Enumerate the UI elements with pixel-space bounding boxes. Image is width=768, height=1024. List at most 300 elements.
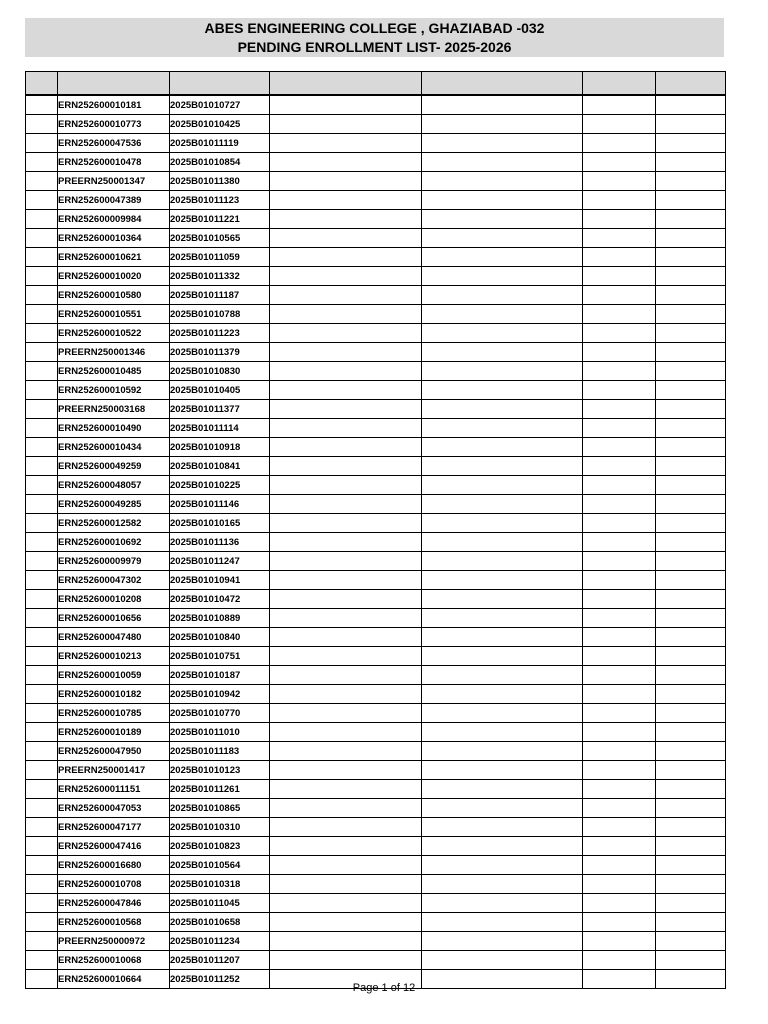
roll-number-cell: 2025B01010658 bbox=[170, 913, 270, 932]
sno-cell bbox=[26, 704, 58, 723]
empty-cell bbox=[422, 590, 583, 609]
table-row bbox=[26, 305, 726, 324]
sno-cell bbox=[26, 685, 58, 704]
table-body bbox=[26, 95, 726, 989]
enrollment-number-cell: ERN252600010490 bbox=[58, 419, 170, 438]
sno-cell bbox=[26, 932, 58, 951]
enrollment-number-cell: PREERN250001346 bbox=[58, 343, 170, 362]
sno-cell bbox=[26, 837, 58, 856]
empty-cell bbox=[270, 685, 422, 704]
enrollment-number-cell: ERN252600049259 bbox=[58, 457, 170, 476]
empty-cell bbox=[656, 951, 726, 970]
table-row bbox=[26, 951, 726, 970]
empty-cell bbox=[422, 457, 583, 476]
empty-cell bbox=[422, 115, 583, 134]
empty-cell bbox=[270, 495, 422, 514]
sno-cell bbox=[26, 951, 58, 970]
document-header bbox=[25, 18, 724, 57]
table-row bbox=[26, 134, 726, 153]
enrollment-number-cell: ERN252600009984 bbox=[58, 210, 170, 229]
empty-cell bbox=[583, 571, 656, 590]
roll-number-cell: 2025B01010565 bbox=[170, 229, 270, 248]
empty-cell bbox=[270, 115, 422, 134]
table-row bbox=[26, 704, 726, 723]
empty-cell bbox=[656, 552, 726, 571]
empty-cell bbox=[422, 723, 583, 742]
empty-cell bbox=[270, 742, 422, 761]
enrollment-number-cell: ERN252600010020 bbox=[58, 267, 170, 286]
empty-cell bbox=[422, 875, 583, 894]
empty-cell bbox=[270, 286, 422, 305]
empty-cell bbox=[422, 647, 583, 666]
header-cell bbox=[656, 72, 726, 96]
sno-cell bbox=[26, 286, 58, 305]
table-row bbox=[26, 685, 726, 704]
header-cell bbox=[422, 72, 583, 96]
sno-cell bbox=[26, 210, 58, 229]
roll-number-cell: 2025B01010187 bbox=[170, 666, 270, 685]
enrollment-number-cell: ERN252600010664 bbox=[58, 970, 170, 989]
sno-cell bbox=[26, 628, 58, 647]
roll-number-cell: 2025B01010918 bbox=[170, 438, 270, 457]
empty-cell bbox=[656, 856, 726, 875]
table-row bbox=[26, 533, 726, 552]
enrollment-number-cell: ERN252600010785 bbox=[58, 704, 170, 723]
empty-cell bbox=[583, 742, 656, 761]
roll-number-cell: 2025B01011010 bbox=[170, 723, 270, 742]
sno-cell bbox=[26, 495, 58, 514]
empty-cell bbox=[422, 267, 583, 286]
roll-number-cell: 2025B01010841 bbox=[170, 457, 270, 476]
sno-cell bbox=[26, 799, 58, 818]
roll-number-cell: 2025B01011114 bbox=[170, 419, 270, 438]
empty-cell bbox=[270, 932, 422, 951]
sno-cell bbox=[26, 647, 58, 666]
empty-cell bbox=[583, 438, 656, 457]
empty-cell bbox=[583, 951, 656, 970]
empty-cell bbox=[422, 894, 583, 913]
empty-cell bbox=[270, 324, 422, 343]
table-row bbox=[26, 457, 726, 476]
sno-cell bbox=[26, 248, 58, 267]
sno-cell bbox=[26, 609, 58, 628]
sno-cell bbox=[26, 172, 58, 191]
empty-cell bbox=[656, 134, 726, 153]
roll-number-cell: 2025B01010405 bbox=[170, 381, 270, 400]
empty-cell bbox=[270, 533, 422, 552]
sno-cell bbox=[26, 913, 58, 932]
empty-cell bbox=[656, 837, 726, 856]
table-row bbox=[26, 210, 726, 229]
empty-cell bbox=[422, 932, 583, 951]
enrollment-number-cell: ERN252600010059 bbox=[58, 666, 170, 685]
enrollment-number-cell: ERN252600049285 bbox=[58, 495, 170, 514]
empty-cell bbox=[270, 153, 422, 172]
empty-cell bbox=[270, 438, 422, 457]
empty-cell bbox=[583, 875, 656, 894]
roll-number-cell: 2025B01010472 bbox=[170, 590, 270, 609]
empty-cell bbox=[656, 381, 726, 400]
empty-cell bbox=[422, 191, 583, 210]
empty-cell bbox=[270, 134, 422, 153]
table-row bbox=[26, 932, 726, 951]
empty-cell bbox=[656, 514, 726, 533]
enrollment-number-cell: ERN252600010182 bbox=[58, 685, 170, 704]
table-row bbox=[26, 571, 726, 590]
empty-cell bbox=[270, 571, 422, 590]
roll-number-cell: 2025B01011379 bbox=[170, 343, 270, 362]
empty-cell bbox=[656, 647, 726, 666]
empty-cell bbox=[270, 248, 422, 267]
empty-cell bbox=[422, 609, 583, 628]
empty-cell bbox=[656, 685, 726, 704]
roll-number-cell: 2025B01010165 bbox=[170, 514, 270, 533]
roll-number-cell: 2025B01010942 bbox=[170, 685, 270, 704]
empty-cell bbox=[583, 723, 656, 742]
roll-number-cell: 2025B01010564 bbox=[170, 856, 270, 875]
table-row bbox=[26, 837, 726, 856]
empty-cell bbox=[583, 191, 656, 210]
empty-cell bbox=[270, 267, 422, 286]
roll-number-cell: 2025B01011187 bbox=[170, 286, 270, 305]
empty-cell bbox=[422, 438, 583, 457]
enrollment-number-cell: ERN252600047950 bbox=[58, 742, 170, 761]
roll-number-cell: 2025B01011045 bbox=[170, 894, 270, 913]
table-row bbox=[26, 552, 726, 571]
sno-cell bbox=[26, 818, 58, 837]
empty-cell bbox=[583, 400, 656, 419]
enrollment-number-cell: ERN252600010580 bbox=[58, 286, 170, 305]
empty-cell bbox=[656, 723, 726, 742]
empty-cell bbox=[422, 495, 583, 514]
empty-cell bbox=[583, 115, 656, 134]
empty-cell bbox=[583, 609, 656, 628]
sno-cell bbox=[26, 115, 58, 134]
empty-cell bbox=[583, 552, 656, 571]
empty-cell bbox=[422, 419, 583, 438]
roll-number-cell: 2025B01010840 bbox=[170, 628, 270, 647]
empty-cell bbox=[583, 362, 656, 381]
empty-cell bbox=[422, 856, 583, 875]
roll-number-cell: 2025B01011146 bbox=[170, 495, 270, 514]
empty-cell bbox=[422, 229, 583, 248]
empty-cell bbox=[270, 419, 422, 438]
enrollment-number-cell: ERN252600010592 bbox=[58, 381, 170, 400]
table-row bbox=[26, 419, 726, 438]
empty-cell bbox=[656, 761, 726, 780]
enrollment-number-cell: ERN252600010189 bbox=[58, 723, 170, 742]
enrollment-number-cell: PREERN250000972 bbox=[58, 932, 170, 951]
sno-cell bbox=[26, 723, 58, 742]
empty-cell bbox=[656, 419, 726, 438]
roll-number-cell: 2025B01010727 bbox=[170, 95, 270, 115]
empty-cell bbox=[656, 248, 726, 267]
table-row bbox=[26, 172, 726, 191]
sno-cell bbox=[26, 666, 58, 685]
sno-cell bbox=[26, 875, 58, 894]
roll-number-cell: 2025B01010830 bbox=[170, 362, 270, 381]
enrollment-number-cell: ERN252600010213 bbox=[58, 647, 170, 666]
empty-cell bbox=[656, 609, 726, 628]
table-row bbox=[26, 495, 726, 514]
empty-cell bbox=[583, 248, 656, 267]
empty-cell bbox=[656, 894, 726, 913]
empty-cell bbox=[422, 381, 583, 400]
empty-cell bbox=[656, 495, 726, 514]
empty-cell bbox=[656, 590, 726, 609]
empty-cell bbox=[656, 457, 726, 476]
table-row bbox=[26, 628, 726, 647]
empty-cell bbox=[270, 552, 422, 571]
roll-number-cell: 2025B01010123 bbox=[170, 761, 270, 780]
sno-cell bbox=[26, 457, 58, 476]
table-row bbox=[26, 818, 726, 837]
enrollment-number-cell: ERN252600010478 bbox=[58, 153, 170, 172]
empty-cell bbox=[656, 932, 726, 951]
enrollment-number-cell: ERN252600010068 bbox=[58, 951, 170, 970]
empty-cell bbox=[270, 666, 422, 685]
empty-cell bbox=[270, 514, 422, 533]
empty-cell bbox=[270, 191, 422, 210]
table-row bbox=[26, 647, 726, 666]
table-header-row bbox=[26, 72, 726, 96]
empty-cell bbox=[583, 419, 656, 438]
roll-number-cell: 2025B01010788 bbox=[170, 305, 270, 324]
empty-cell bbox=[422, 552, 583, 571]
empty-cell bbox=[583, 457, 656, 476]
roll-number-cell: 2025B01011059 bbox=[170, 248, 270, 267]
empty-cell bbox=[656, 229, 726, 248]
empty-cell bbox=[422, 400, 583, 419]
header-cell bbox=[58, 72, 170, 96]
enrollment-number-cell: ERN252600047536 bbox=[58, 134, 170, 153]
empty-cell bbox=[656, 533, 726, 552]
empty-cell bbox=[583, 95, 656, 115]
empty-cell bbox=[270, 818, 422, 837]
enrollment-number-cell: ERN252600010522 bbox=[58, 324, 170, 343]
empty-cell bbox=[656, 799, 726, 818]
empty-cell bbox=[583, 894, 656, 913]
page-number: Page 1 of 12 bbox=[352, 982, 416, 994]
sno-cell bbox=[26, 400, 58, 419]
roll-number-cell: 2025B01011207 bbox=[170, 951, 270, 970]
empty-cell bbox=[583, 134, 656, 153]
roll-number-cell: 2025B01010751 bbox=[170, 647, 270, 666]
empty-cell bbox=[656, 343, 726, 362]
enrollment-number-cell: PREERN250001347 bbox=[58, 172, 170, 191]
empty-cell bbox=[270, 837, 422, 856]
empty-cell bbox=[656, 476, 726, 495]
roll-number-cell: 2025B01011183 bbox=[170, 742, 270, 761]
header-cell bbox=[26, 72, 58, 96]
empty-cell bbox=[422, 362, 583, 381]
roll-number-cell: 2025B01010425 bbox=[170, 115, 270, 134]
sno-cell bbox=[26, 894, 58, 913]
sno-cell bbox=[26, 590, 58, 609]
empty-cell bbox=[270, 951, 422, 970]
sno-cell bbox=[26, 552, 58, 571]
empty-cell bbox=[583, 533, 656, 552]
table-row bbox=[26, 286, 726, 305]
roll-number-cell: 2025B01010854 bbox=[170, 153, 270, 172]
empty-cell bbox=[656, 400, 726, 419]
header-cell bbox=[583, 72, 656, 96]
empty-cell bbox=[270, 95, 422, 115]
empty-cell bbox=[270, 305, 422, 324]
empty-cell bbox=[583, 704, 656, 723]
enrollment-number-cell: ERN252600047416 bbox=[58, 837, 170, 856]
empty-cell bbox=[583, 153, 656, 172]
empty-cell bbox=[656, 742, 726, 761]
empty-cell bbox=[270, 647, 422, 666]
roll-number-cell: 2025B01010865 bbox=[170, 799, 270, 818]
table-row bbox=[26, 723, 726, 742]
table-row bbox=[26, 362, 726, 381]
empty-cell bbox=[270, 799, 422, 818]
table-row bbox=[26, 780, 726, 799]
sno-cell bbox=[26, 761, 58, 780]
table-row bbox=[26, 343, 726, 362]
table-row bbox=[26, 761, 726, 780]
empty-cell bbox=[656, 666, 726, 685]
empty-cell bbox=[270, 457, 422, 476]
roll-number-cell: 2025B01011136 bbox=[170, 533, 270, 552]
empty-cell bbox=[656, 286, 726, 305]
sno-cell bbox=[26, 419, 58, 438]
empty-cell bbox=[583, 514, 656, 533]
sno-cell bbox=[26, 134, 58, 153]
empty-cell bbox=[422, 324, 583, 343]
empty-cell bbox=[270, 400, 422, 419]
table-row bbox=[26, 514, 726, 533]
empty-cell bbox=[583, 381, 656, 400]
sno-cell bbox=[26, 343, 58, 362]
empty-cell bbox=[583, 172, 656, 191]
sno-cell bbox=[26, 229, 58, 248]
table-row bbox=[26, 666, 726, 685]
empty-cell bbox=[270, 210, 422, 229]
enrollment-number-cell: ERN252600010208 bbox=[58, 590, 170, 609]
empty-cell bbox=[656, 153, 726, 172]
empty-cell bbox=[270, 343, 422, 362]
empty-cell bbox=[656, 628, 726, 647]
roll-number-cell: 2025B01010225 bbox=[170, 476, 270, 495]
empty-cell bbox=[422, 761, 583, 780]
sno-cell bbox=[26, 153, 58, 172]
enrollment-number-cell: PREERN250003168 bbox=[58, 400, 170, 419]
table-row bbox=[26, 913, 726, 932]
empty-cell bbox=[583, 628, 656, 647]
empty-cell bbox=[583, 647, 656, 666]
empty-cell bbox=[583, 799, 656, 818]
empty-cell bbox=[270, 172, 422, 191]
empty-cell bbox=[270, 875, 422, 894]
sno-cell bbox=[26, 191, 58, 210]
empty-cell bbox=[422, 571, 583, 590]
empty-cell bbox=[656, 210, 726, 229]
empty-cell bbox=[583, 286, 656, 305]
sno-cell bbox=[26, 533, 58, 552]
header-cell bbox=[170, 72, 270, 96]
enrollment-number-cell: ERN252600048057 bbox=[58, 476, 170, 495]
sno-cell bbox=[26, 305, 58, 324]
roll-number-cell: 2025B01010889 bbox=[170, 609, 270, 628]
sno-cell bbox=[26, 780, 58, 799]
roll-number-cell: 2025B01011234 bbox=[170, 932, 270, 951]
empty-cell bbox=[656, 704, 726, 723]
roll-number-cell: 2025B01011252 bbox=[170, 970, 270, 989]
table-row bbox=[26, 267, 726, 286]
enrollment-number-cell: ERN252600016680 bbox=[58, 856, 170, 875]
table-row bbox=[26, 191, 726, 210]
empty-cell bbox=[583, 229, 656, 248]
empty-cell bbox=[583, 324, 656, 343]
empty-cell bbox=[583, 932, 656, 951]
sno-cell bbox=[26, 95, 58, 115]
enrollment-number-cell: ERN252600047480 bbox=[58, 628, 170, 647]
sno-cell bbox=[26, 267, 58, 286]
roll-number-cell: 2025B01010823 bbox=[170, 837, 270, 856]
table-row bbox=[26, 742, 726, 761]
empty-cell bbox=[422, 951, 583, 970]
empty-cell bbox=[583, 495, 656, 514]
empty-cell bbox=[656, 571, 726, 590]
empty-cell bbox=[422, 837, 583, 856]
empty-cell bbox=[583, 685, 656, 704]
sno-cell bbox=[26, 514, 58, 533]
sno-cell bbox=[26, 742, 58, 761]
empty-cell bbox=[656, 438, 726, 457]
empty-cell bbox=[583, 267, 656, 286]
empty-cell bbox=[583, 210, 656, 229]
empty-cell bbox=[422, 153, 583, 172]
empty-cell bbox=[422, 742, 583, 761]
roll-number-cell: 2025B01011221 bbox=[170, 210, 270, 229]
empty-cell bbox=[270, 723, 422, 742]
enrollment-number-cell: ERN252600010568 bbox=[58, 913, 170, 932]
enrollment-number-cell: ERN252600010434 bbox=[58, 438, 170, 457]
empty-cell bbox=[270, 856, 422, 875]
empty-cell bbox=[270, 628, 422, 647]
empty-cell bbox=[422, 799, 583, 818]
empty-cell bbox=[583, 666, 656, 685]
empty-cell bbox=[583, 305, 656, 324]
enrollment-number-cell: ERN252600047389 bbox=[58, 191, 170, 210]
empty-cell bbox=[422, 628, 583, 647]
roll-number-cell: 2025B01010318 bbox=[170, 875, 270, 894]
empty-cell bbox=[422, 704, 583, 723]
roll-number-cell: 2025B01011380 bbox=[170, 172, 270, 191]
sno-cell bbox=[26, 856, 58, 875]
enrollment-number-cell: ERN252600047846 bbox=[58, 894, 170, 913]
table-row bbox=[26, 153, 726, 172]
empty-cell bbox=[422, 248, 583, 267]
sno-cell bbox=[26, 571, 58, 590]
empty-cell bbox=[270, 780, 422, 799]
table-row bbox=[26, 400, 726, 419]
empty-cell bbox=[270, 590, 422, 609]
table-row bbox=[26, 95, 726, 115]
table-row bbox=[26, 476, 726, 495]
enrollment-number-cell: ERN252600010656 bbox=[58, 609, 170, 628]
college-title: ABES ENGINEERING COLLEGE , GHAZIABAD -032 bbox=[204, 20, 545, 36]
empty-cell bbox=[656, 818, 726, 837]
table-row bbox=[26, 229, 726, 248]
empty-cell bbox=[422, 305, 583, 324]
empty-cell bbox=[583, 343, 656, 362]
enrollment-number-cell: ERN252600010773 bbox=[58, 115, 170, 134]
roll-number-cell: 2025B01011247 bbox=[170, 552, 270, 571]
